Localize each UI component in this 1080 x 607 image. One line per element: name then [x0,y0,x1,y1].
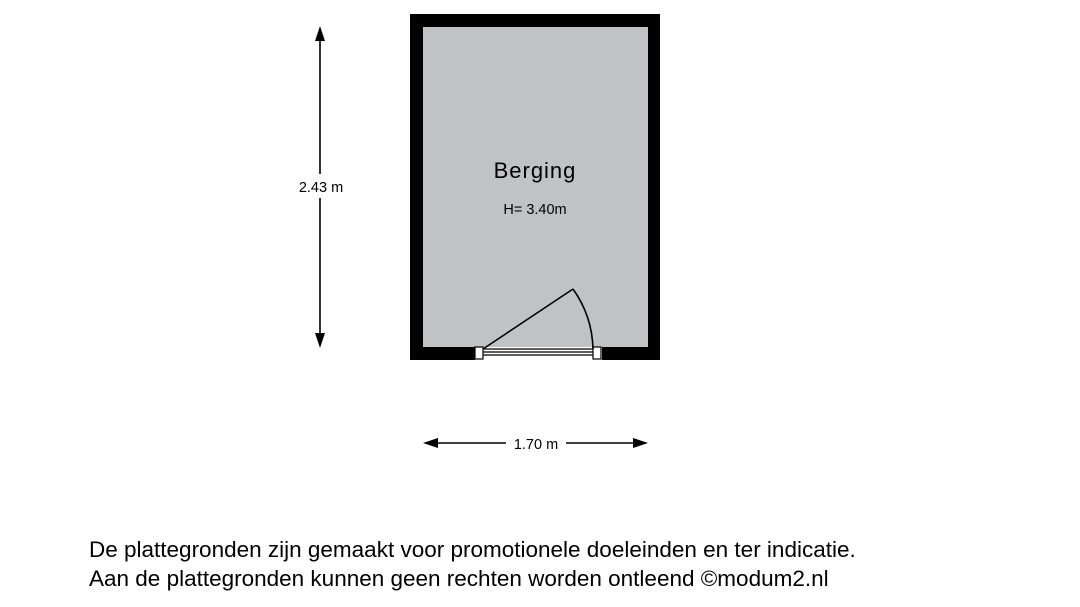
room-floor [423,27,648,347]
arrow-up-icon [315,26,325,41]
door-jamb-right [593,347,601,359]
disclaimer-line-2: Aan de plattegronden kunnen geen rechten worden ontleend ©modum2.nl [89,566,829,591]
arrow-down-icon [315,333,325,348]
dimension-depth [299,26,343,348]
arrow-left-icon [423,438,438,448]
room-name: Berging [493,158,577,183]
dimension-width-label: 1.70 m [513,437,559,453]
dimension-width [423,437,648,453]
door-jamb-left [475,347,483,359]
arrow-right-icon [633,438,648,448]
room-height-label: H= 3.40m [503,202,567,218]
dimension-depth-label: 2.43 m [298,180,344,196]
disclaimer-line-1: De plattegronden zijn gemaakt voor promotionele doeleinden en ter indicatie. [89,537,856,562]
